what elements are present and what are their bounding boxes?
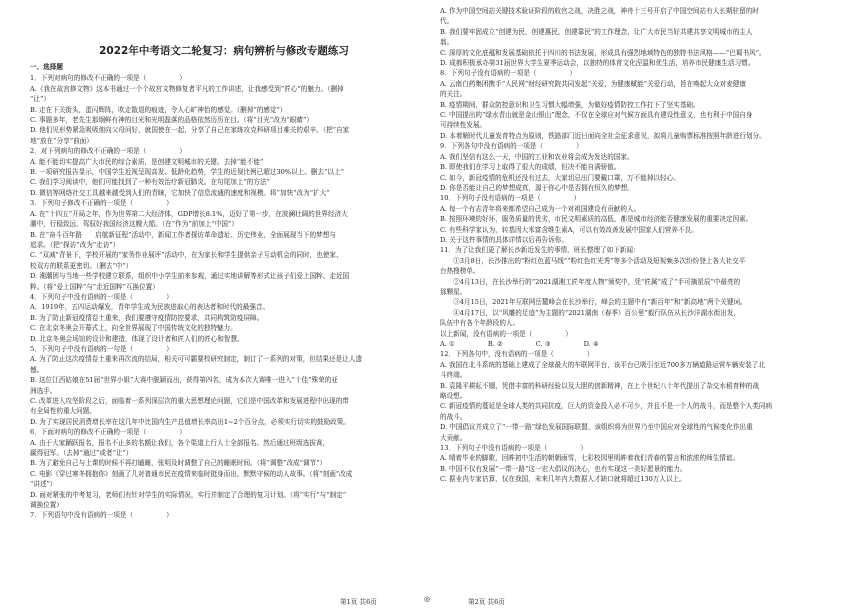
text-line: C. 据业内专家估算，仅在我国，未来几年内大数据人才缺口就将超过130万人以上。 — [440, 475, 686, 484]
text-line: D. 面对紧张的中考复习，老师们有针对学生的实际情况，实行并制定了合理的复习计划。（将“实行”与“制定” — [30, 490, 347, 499]
text-line: 的战斗。 — [440, 412, 467, 421]
text-line: D. 为了实现居民消费增长率在这几年中比国内生产总值增长率高出1~2个百分点，必须实行切实的鼓励政策。 — [30, 417, 350, 426]
text-line: D. 成都积极承办第31届世界大学生夏季运动会，以独特的体育文化涅温和优生活，培养市民健康生活习惯。 — [440, 59, 755, 68]
text-line: ④4月17日，以“风雕的足迹”为主题的“2021湖南（春季）百公里”毅行队伍从长沙洋湖水街出发， — [440, 308, 741, 317]
text-line: C. 我们学习阅读中，他们可能找到了一种有效治疗新冠肺炎。在句尾加上“的方法” — [30, 178, 270, 187]
text-line: C. 事题多年，老先生那炯鲜有神的目光和光明磊落的品格依然历历在目。（将“目光”改为“眼睛”） — [30, 116, 313, 125]
text-line: 队伍中有各个年龄段的人。 — [440, 319, 520, 328]
text-line: 7．下列语句中没有语病的一项是（ ） — [30, 511, 173, 520]
binding-circle-icon: ◎ — [424, 595, 431, 603]
text-line: ③4月15日，2021年互联网岳麓峰会在长沙举行，峰会的主题中有“新百年”和“新高地”两个关键词。 — [440, 298, 747, 307]
section-heading: 一、选择题 — [30, 63, 63, 71]
text-line: 憾。 — [30, 365, 44, 374]
text-line: B. 袁隆平耕耘不辍，凭借丰富的科研经验以及大胆的创新精神，在上个世纪八十年代提出了杂交水稻育种的战 — [440, 381, 759, 390]
text-line: A. 作为中国空间站关键技术验证阶段的收官之战，决胜之战，神舟十三号开启了中国空间站有人长期驻留的时 — [440, 7, 759, 15]
text-line: 粹。（将“爱上国粹”与“走近国粹”互换位置） — [30, 282, 159, 291]
text-line: 1．下列对病句的修改不正确的一项是（ ） — [30, 74, 186, 83]
text-line: 调换位置） — [30, 501, 63, 510]
page-number-right: 第2页 共6页 — [468, 598, 505, 606]
document-title: 2022年中考语文二轮复习：病句辨析与修改专题练习 — [99, 45, 349, 57]
text-line: C. 深厚的文化底蕴和发展基础依托于四川的书法发展，形成具有强烈地域特色的独特书法风格——“巴蜀书风”。 — [440, 48, 766, 57]
text-line: D. 本着解时代儿童发育特点为原则，铁路部门近日面向全社会征求意见，拟将儿童购票标准按照年龄进行划分。 — [440, 131, 766, 140]
text-line: C. 有些科学家认为，转基因大米富含维生素A，可以有效改善发展中国家人们营养不良。 — [440, 225, 698, 234]
text-line: A. 云南白药集团携手“人民网”财经研究院共同发起“关爱，为健康赋能”关爱行动，旨在唤起大众对麦健康 — [440, 79, 746, 88]
text-line: D. 他们见形势紧急吸吸他向父母问好，就国使在一起，分享了自己在家练攻克科研项目难关的艰辛。（把“自家 — [30, 126, 350, 135]
text-line: A. 能不能切实提高广大市民的综合素质，是创建文明城市的关键。去掉“能不能” — [30, 157, 264, 166]
text-line: 5．下列句子中没有语病的一句是（ ） — [30, 344, 173, 353]
text-line: “讲述”） — [30, 480, 57, 489]
text-line: 地”放在“分享”前面） — [30, 136, 93, 145]
text-line: 2．对下列病句的修改不正确的一项是（ ） — [30, 147, 186, 156]
text-line: 13．下列句子中没有语病的一项是（ ） — [440, 444, 587, 453]
text-line: A.《我在故宫修文物》这本书通过一个个故宫文物修复者平凡的工作讲述，让我感受到“匠心”的魅力。（删掉 — [30, 84, 344, 93]
text-line: A. 每一个有志青年将来都希望自己成为一个对祖国建设有贡献的人。 — [440, 204, 641, 213]
page-number-left: 第1页 共6页 — [340, 598, 377, 606]
text-line: C. 在北京冬奥会开幕式上，向全世界展现了中国传统文化的独特魅力。 — [30, 324, 237, 333]
text-line: 略设想。 — [440, 392, 467, 401]
text-line: 4．下列句子中没有语病的一项是（ ） — [30, 292, 173, 301]
text-line: 以上新闻，没有语病的一项是（ ） — [440, 329, 572, 338]
left-page-column — [30, 6, 418, 521]
text-line: 校双方的联系更密切。（删去“中”） — [30, 261, 133, 270]
text-line: ②4月13日，在长沙举行的“2021湖湘工匠年度人物”颁奖中，凭“匠属”成了“手可摘星辰”中最亮的 — [440, 277, 741, 286]
text-line: 翁。 — [440, 38, 454, 47]
text-line: 有全局性的重大问题。 — [30, 407, 96, 416]
text-line: A. 在“十四五”开局之年，作为世界第二大经济体，GDP增长8.1%，迈好了第一步，在波澜壮阔的世界经济大 — [30, 209, 348, 218]
text-line: 代。 — [440, 17, 454, 26]
text-line: B. 在“奋斗百年路 启航新征程”活动中，新闻工作者探访革命遗址、历史伟业，全面展现当下的梦想与 — [30, 230, 336, 239]
text-line: 那颗星。 — [440, 287, 467, 296]
text-line: B. 一项研究报告显示，中国学生近视呈现高发、低龄化趋势，学生的近视比例已超过30%以上。删去“以上” — [30, 168, 344, 177]
text-line: B. 按照环境的好坏，服务质量的优劣，市民文明素质的高低，都是城市经济能否健康发展的重要决定因素。 — [440, 215, 753, 224]
text-line: 9．下列各句中没有语病的一项是（ ） — [440, 142, 583, 151]
text-line: 6．下面对病句的修改不正确的一项是（ ） — [30, 428, 186, 437]
text-line: D. 中国倡议并成立了“一带一路”绿色发展国际联盟，该组织将为世界乃至中国应对全球性的气候变化作出重 — [440, 423, 753, 432]
text-line: D. 湘潮团与当地一些学校建立联系，组织中小学生前来参观，通过实地讲解等形式让孩子们爱上国粹、走近国 — [30, 272, 350, 281]
text-line: D. 你是否能让自己的梦想成真，源于你心中是否拥有恒久的梦想。 — [440, 183, 634, 192]
text-line: A. 晴着毕业的脚歌，回眸初中生活的朝朝雨雪，七彩校园里明眸着我们青春的誓言和浓浓的师生情谊。 — [440, 454, 740, 463]
text-line: D. 关于这件事情的具体详情以后再告诉你。 — [440, 235, 568, 244]
text-line: A. ① B. ② C. ③ D. ④ — [440, 340, 599, 348]
text-line: A．1919年，五四运动爆发，青年学生成为民族进取心的表达者和时代的最强音。 — [30, 303, 270, 312]
text-line: 3．下列句子修改不正确的一项是（ ） — [30, 199, 173, 208]
text-line: 12．下列各句中，没有语病的一项是（ ） — [440, 350, 594, 359]
text-line: B. 为了防止新冠疫情卷土重来，我们要遵守疫情防控要求，共同构筑防疫屏障。 — [30, 313, 264, 322]
text-line: 8．下列句子没有语病的一项是（ ） — [440, 69, 577, 78]
text-line: 斗终端。 — [440, 371, 467, 380]
text-line: 11．为了让我们更了解长沙新近发生的事情，班长整理了如下新闻： — [440, 246, 640, 255]
text-line: 追求。（把“探访”改为“走访”） — [30, 240, 120, 249]
text-line: B. 走在下关街头，蛋闪辉阵，吹走散退的痕迹，令人心旷神怡的感觉。（删掉“的感觉”） — [30, 105, 287, 114]
text-line: B. 我们要牢固成立“创建为民，创建惠民，创建靠民”的工作理念，让广大市民当好共建共享文明城市的主人 — [440, 27, 753, 36]
text-line: ①3月8日，长沙推出的“粉红色蓝马线”“粉红色红光秀”等多个活动及短视频多次纷纷登上各大社交平 — [440, 256, 746, 265]
text-line: C. 如今，新冠疫情的危机还没有过去，大家切忌出门要戴口罩，万不能掉以轻心。 — [440, 173, 680, 182]
text-line: C. 改革进入攻坚阶段之后，面临着一系列深层次的重大思想理论问题，它们是中国改革和发展进程中出现的带 — [30, 397, 349, 405]
text-line: 可持续性发展。 — [440, 121, 487, 130]
text-line: A. 由于大家踊跃报名，报名不止多的名额让我们，各个渠道上行人士全部报名。然后通过班级选拔赛， — [30, 438, 330, 447]
text-line: 的关注。 — [440, 90, 467, 99]
text-line: A. 为了防止这次疫情卷土重来再次流的结局，相关可可霸要校研究制定，制订了一系列的对策，但结果还是让人遗 — [30, 355, 363, 364]
text-line: B. 疫情期间，群众防控意识和卫生习惯大幅增强，为做好疫情防控工作打下了坚实基础。 — [440, 100, 700, 109]
text-line: B. 为了避免自己与上课的时候不再打瞌睡，张明及时调整了自己的睡眠时间。（将“调整”改成“调节”） — [30, 459, 327, 468]
text-line: B. 中国不仅有发展“一带一路”这一宏大倡议的决心，也有实现这一美好愿景的能力。 — [440, 464, 687, 473]
text-line: 台热搜榜单。 — [440, 267, 480, 276]
text-line: B. 这位江西姑娘在51届“世界小姐”大赛中脱颖而出，获得第四名，成为本次大赛唯一进入“十佳”殊荣的亚 — [30, 376, 338, 385]
text-line: D. 北京冬奥会场馆的设计和建造，体现了设计者和匠人们的匠心和智慧。 — [30, 334, 244, 343]
text-line: C. 电影《穿过寒冬拥抱你》刻画了几对普通市民在疫情来临时挺身而出，默默守候的动人故事。（将“刻画”改成 — [30, 469, 353, 478]
text-line: A. 我国在北斗系统的基础上建成了全球最大的车联网平台，该平台已吸引至近700多万辆道路运营车辆安装了北 — [440, 360, 765, 369]
text-line: 10．下列句子没有语病的一项是（ ） — [440, 194, 581, 203]
text-line: 赢得冠军。（去掉“通过”或者“让”） — [30, 449, 133, 458]
text-line: C. 中国提出的“绿水青山就是金山银山”理念，不仅在全球应对气候方面具有建设性意义，也有利于中国自身 — [440, 111, 753, 120]
text-line: A. 我们坚信有这么一天，中国的工业和农业将会成为发达的国家。 — [440, 152, 634, 161]
text-line: 大贡献。 — [440, 433, 467, 442]
text-line: 洲选手。 — [30, 386, 57, 395]
text-line: C. “双减”背景下，学校开展的“家务作业展评”活动中，在为家长和学生提供亲子互动机会的同时，也使家、 — [30, 251, 343, 260]
text-line: 潮中，行稳致远，驾驭好我国经济这艘大船。（在“作为”前加上“中国”） — [30, 220, 238, 229]
right-page-column — [440, 6, 836, 485]
text-line: D. 微信等网络社交工具越来越受到人们的青睐，它加快了信息流通的速度和视模。将“加快”改为“扩大” — [30, 188, 330, 197]
text-line: C. 新冠疫情的蔓延是全球人类的共同抗疫，巨大的资金投入必不可少，并且不是一个人的战斗，而是整个人类同病 — [440, 402, 773, 411]
text-line: B. 即使我们在学习上取得了很大的成绩，但决不能自满骄傲。 — [440, 163, 621, 172]
text-line: “让”） — [30, 95, 50, 104]
